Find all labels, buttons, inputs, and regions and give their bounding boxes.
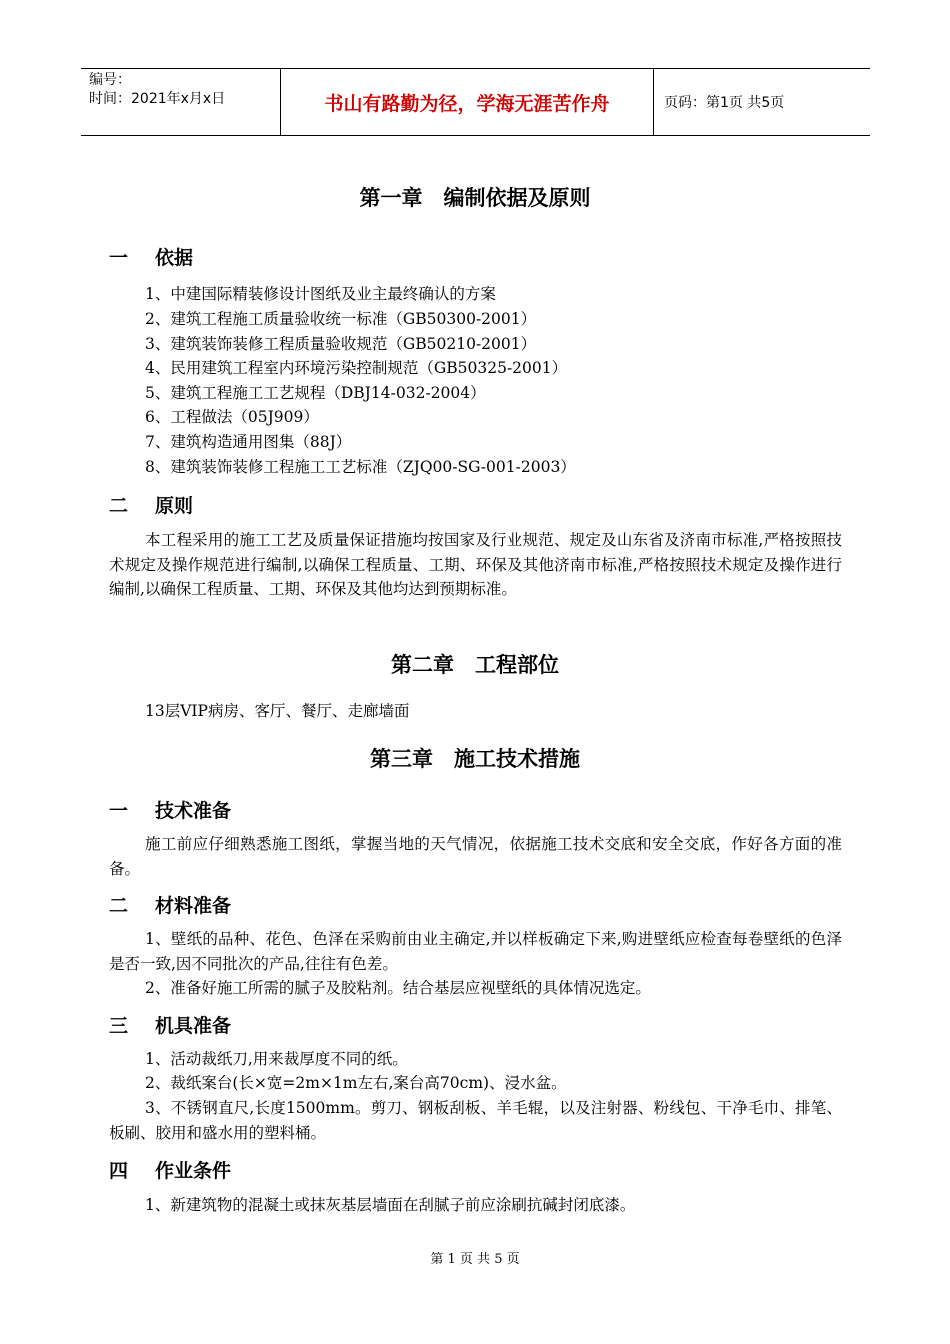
section-number: 二 bbox=[109, 895, 129, 917]
document-number-label: 编号： bbox=[89, 72, 131, 88]
basis-item: 5、建筑工程施工工艺规程（DBJ14-032-2004） bbox=[145, 384, 486, 402]
section-title: 作业条件 bbox=[155, 1160, 232, 1182]
tools-prep-item: 2、裁纸案台(长×宽=2m×1m左右,案台高70cm)、浸水盆。 bbox=[145, 1074, 567, 1092]
basis-item: 4、民用建筑工程室内环境污染控制规范（GB50325-2001） bbox=[145, 359, 568, 377]
basis-item: 3、建筑装饰装修工程质量验收规范（GB50210-2001） bbox=[145, 335, 537, 353]
tech-prep-paragraph: 施工前应仔细熟悉施工图纸，掌握当地的天气情况，依据施工技术交底和安全交底，作好各方面的准备。 bbox=[109, 835, 842, 878]
material-prep-item: 2、准备好施工所需的腻子及胶粘剂。结合基层应视壁纸的具体情况选定。 bbox=[145, 979, 651, 997]
header-page-info: 页码：第1页 共5页 bbox=[664, 95, 785, 111]
page-footer: 第 1 页 共 5 页 bbox=[430, 1252, 520, 1267]
basis-item: 2、建筑工程施工质量验收统一标准（GB50300-2001） bbox=[145, 310, 537, 328]
section-title: 机具准备 bbox=[155, 1015, 232, 1037]
section-work-conditions-heading bbox=[109, 1156, 231, 1183]
page-header-table bbox=[81, 68, 870, 136]
chapter-2-title: 第二章 工程部位 bbox=[391, 653, 559, 677]
section-number: 一 bbox=[109, 247, 129, 269]
basis-item: 1、中建国际精装修设计图纸及业主最终确认的方案 bbox=[145, 285, 496, 303]
chapter-3-title: 第三章 施工技术措施 bbox=[370, 747, 580, 771]
section-title: 技术准备 bbox=[155, 800, 232, 822]
project-location-text: 13层VIP病房、客厅、餐厅、走廊墙面 bbox=[145, 702, 410, 720]
tools-prep-item: 1、活动裁纸刀,用来裁厚度不同的纸。 bbox=[145, 1050, 408, 1068]
chapter-1-title: 第一章 编制依据及原则 bbox=[359, 186, 591, 210]
document-date-label: 时间：2021年x月x日 bbox=[89, 91, 226, 107]
basis-item: 7、建筑构造通用图集（88J） bbox=[145, 433, 352, 451]
principle-paragraph: 本工程采用的施工工艺及质量保证措施均按国家及行业规范、规定及山东省及济南市标准,严格按照技术规定及操作规范进行编制,以确保工程质量、工期、环保及其他济南市标准,严格按照技术规定及操作进行编制,以确保工程质量、工期、环保及其他均达到预期标准。 bbox=[109, 531, 842, 598]
section-number: 四 bbox=[109, 1160, 129, 1182]
tools-prep-item: 3、不锈钢直尺,长度1500mm。剪刀、钢板刮板、羊毛辊，以及注射器、粉线包、干净毛巾、排笔、板刷、胶用和盛水用的塑料桶。 bbox=[109, 1099, 842, 1142]
header-motto: 书山有路勤为径，学海无涯苦作舟 bbox=[281, 69, 654, 135]
section-title: 依据 bbox=[155, 247, 194, 269]
section-tools-prep-heading bbox=[109, 1011, 231, 1038]
work-conditions-item: 1、新建筑物的混凝土或抹灰基层墙面在刮腻子前应涂刷抗碱封闭底漆。 bbox=[145, 1196, 636, 1214]
basis-item: 8、建筑装饰装修工程施工工艺标准（ZJQ00-SG-001-2003） bbox=[145, 458, 576, 476]
section-title: 原则 bbox=[155, 495, 194, 517]
material-prep-item: 1、壁纸的品种、花色、色泽在采购前由业主确定,并以样板确定下来,购进壁纸应检查每卷壁纸的色泽是否一致,因不同批次的产品,往往有色差。 bbox=[109, 930, 842, 973]
section-material-prep-heading bbox=[109, 891, 231, 918]
header-meta-cell bbox=[81, 69, 281, 135]
section-principle-heading bbox=[109, 491, 193, 518]
section-number: 一 bbox=[109, 800, 129, 822]
section-number: 三 bbox=[109, 1015, 129, 1037]
section-basis-heading bbox=[109, 243, 193, 270]
basis-item: 6、工程做法（05J909） bbox=[145, 408, 319, 426]
section-title: 材料准备 bbox=[155, 895, 232, 917]
section-number: 二 bbox=[109, 495, 129, 517]
section-tech-prep-heading bbox=[109, 796, 231, 823]
